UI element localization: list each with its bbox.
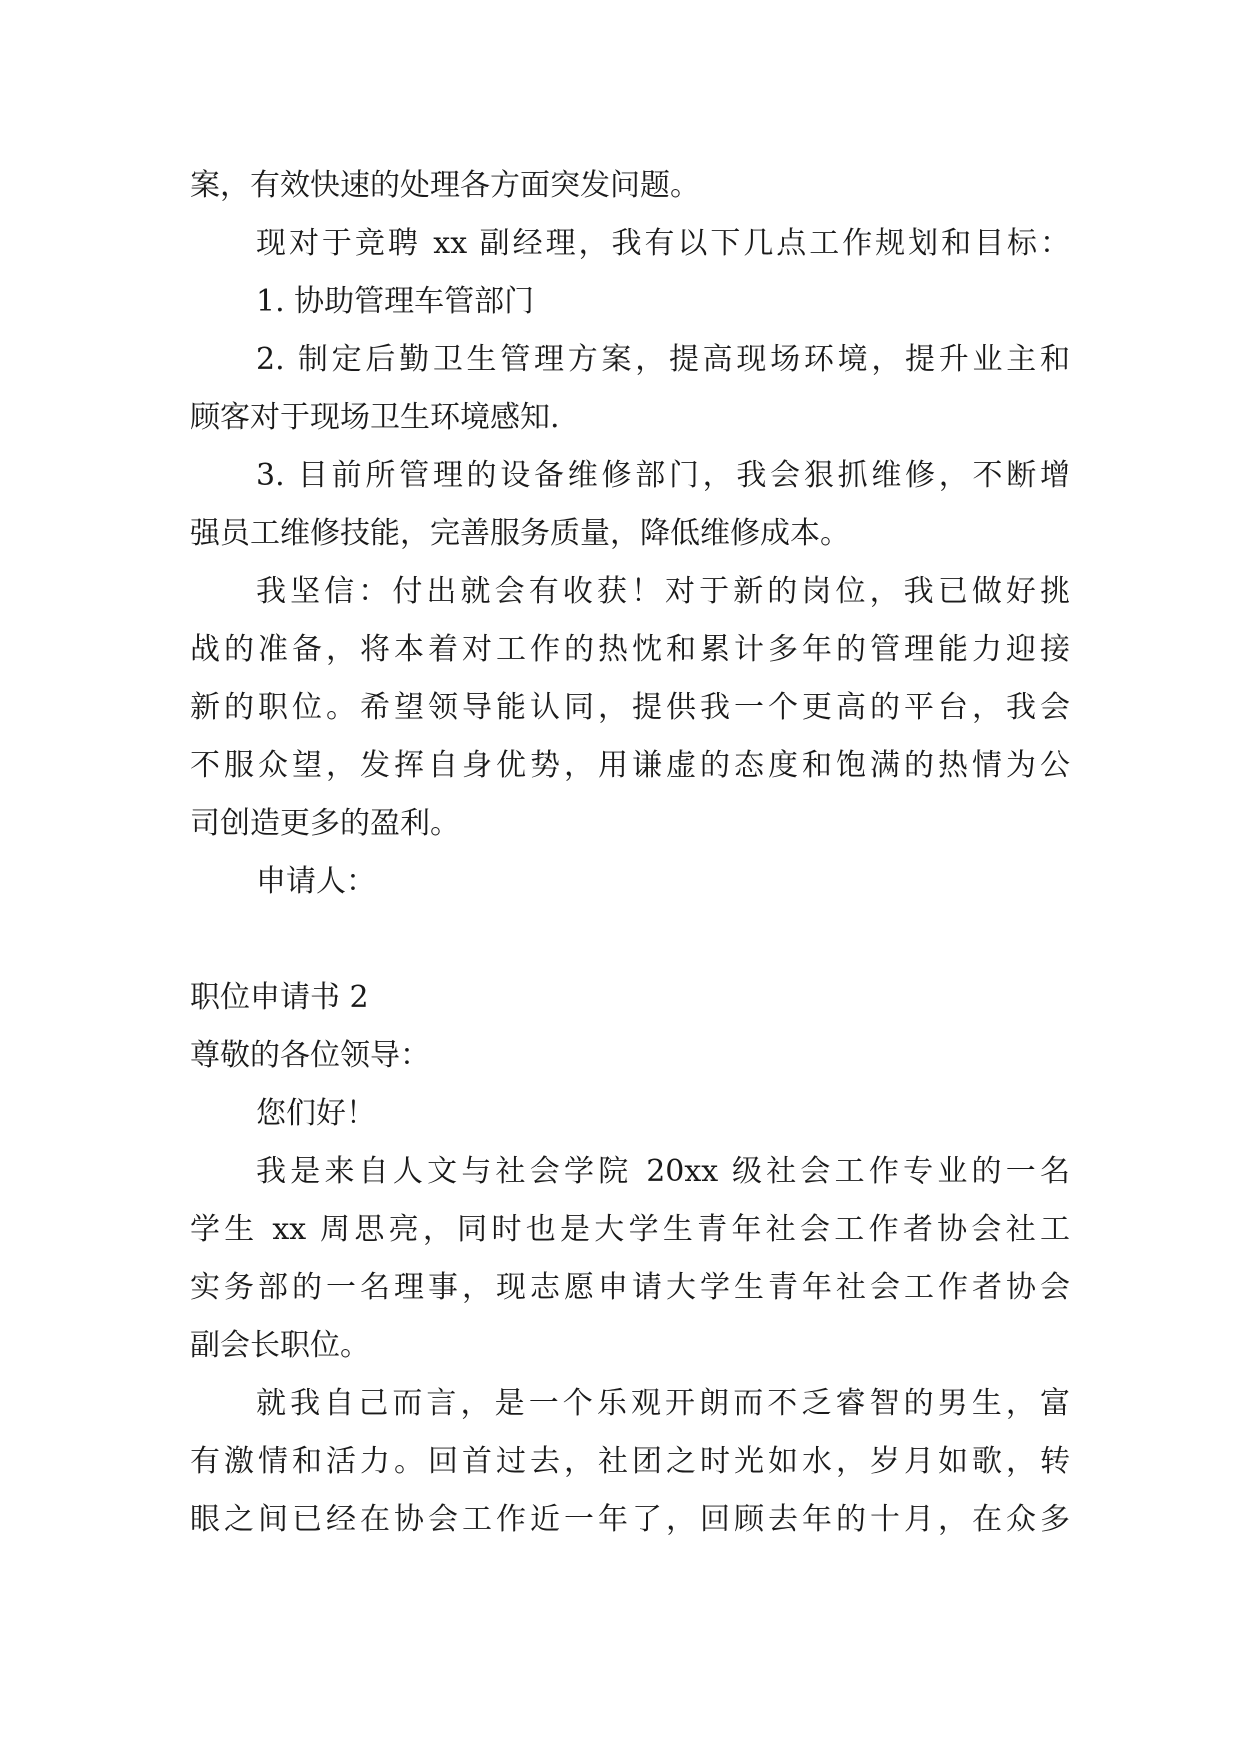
list-item: 1. 协助管理车管部门	[256, 284, 535, 319]
list-item: 2. 制定后勤卫生管理方案，提高现场环境，提升业主和	[256, 342, 1070, 377]
signature-label: 申请人：	[256, 864, 376, 899]
paragraph-line: 副会长职位。	[190, 1328, 370, 1363]
paragraph-line: 顾客对于现场卫生环境感知.	[190, 400, 560, 435]
paragraph-line: 战的准备，将本着对工作的热忱和累计多年的管理能力迎接	[190, 632, 1070, 667]
paragraph-line: 眼之间已经在协会工作近一年了，回顾去年的十月，在众多	[190, 1502, 1070, 1537]
list-item: 3. 目前所管理的设备维修部门，我会狠抓维修，不断增	[256, 458, 1070, 493]
section-title: 职位申请书 2	[190, 980, 369, 1015]
greeting: 您们好！	[256, 1096, 376, 1131]
paragraph-line: 学生 xx 周思亮，同时也是大学生青年社会工作者协会社工	[190, 1212, 1070, 1247]
paragraph-line: 案，有效快速的处理各方面突发问题。	[190, 168, 700, 203]
paragraph-line: 实务部的一名理事，现志愿申请大学生青年社会工作者协会	[190, 1270, 1070, 1305]
salutation: 尊敬的各位领导：	[190, 1038, 430, 1073]
paragraph-line: 我是来自人文与社会学院 20xx 级社会工作专业的一名	[256, 1154, 1070, 1189]
paragraph-line: 强员工维修技能，完善服务质量，降低维修成本。	[190, 516, 850, 551]
paragraph-line: 就我自己而言，是一个乐观开朗而不乏睿智的男生，富	[256, 1386, 1070, 1421]
paragraph-line: 现对于竞聘 xx 副经理，我有以下几点工作规划和目标：	[256, 226, 1070, 261]
paragraph-line: 司创造更多的盈利。	[190, 806, 460, 841]
paragraph-line: 新的职位。希望领导能认同，提供我一个更高的平台，我会	[190, 690, 1070, 725]
paragraph-line: 有激情和活力。回首过去，社团之时光如水，岁月如歌，转	[190, 1444, 1070, 1479]
paragraph-line: 不服众望，发挥自身优势，用谦虚的态度和饱满的热情为公	[190, 748, 1070, 783]
paragraph-line: 我坚信：付出就会有收获！对于新的岗位，我已做好挑	[256, 574, 1070, 609]
